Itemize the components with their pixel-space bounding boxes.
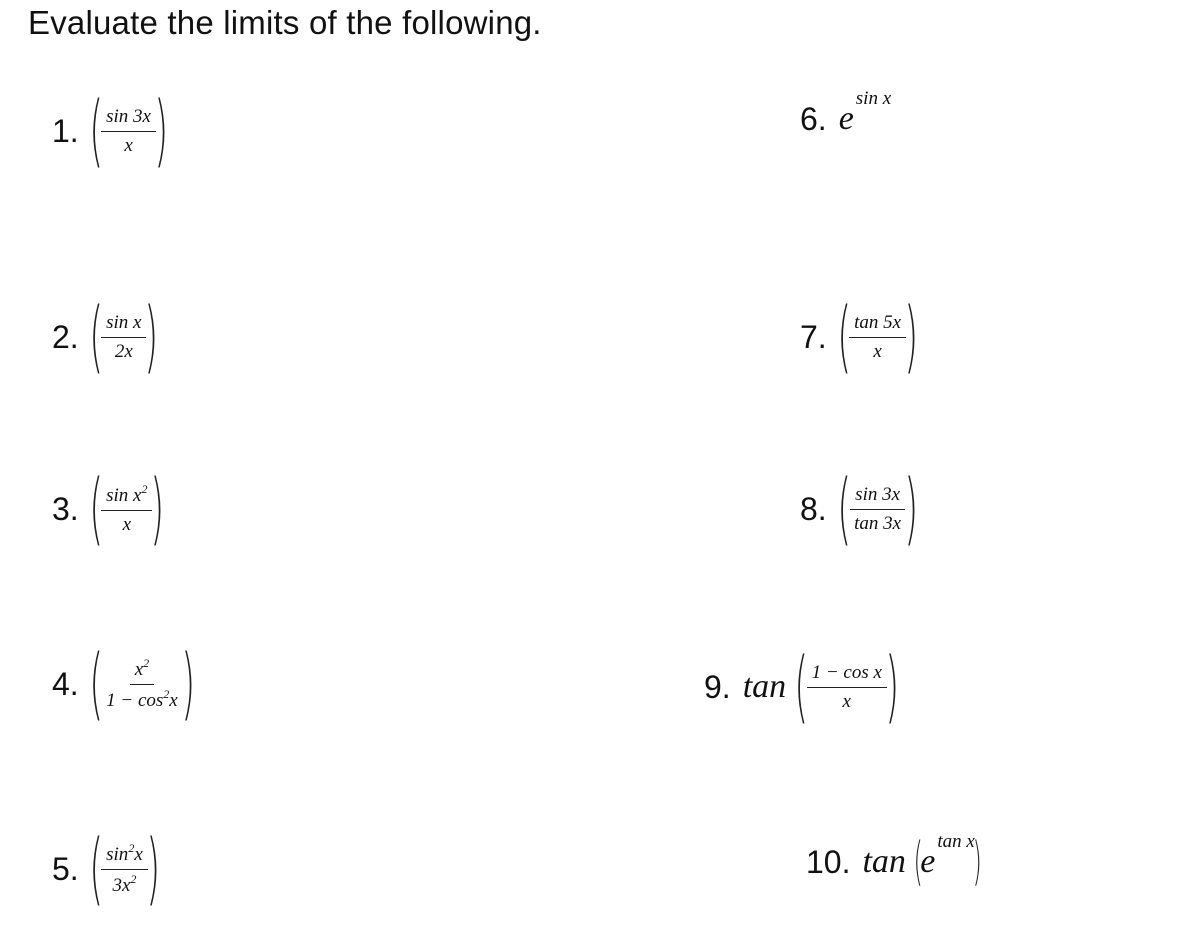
denominator: x	[842, 690, 851, 712]
numerator-text: sin x	[106, 484, 142, 506]
numerator: sin 3x	[101, 106, 156, 132]
problem-number: 4.	[52, 665, 79, 702]
left-paren: (	[837, 464, 851, 554]
numerator: sin 3x	[850, 484, 905, 510]
superscript: 2	[128, 840, 135, 855]
numerator	[130, 657, 154, 685]
denominator: 2x	[114, 340, 133, 362]
numerator: sin x	[101, 312, 146, 338]
problem-number: 6.	[800, 100, 827, 137]
denominator: tan 3x	[854, 512, 902, 534]
denominator: x	[122, 513, 132, 535]
problem-10	[806, 831, 982, 892]
right-paren: )	[146, 824, 160, 914]
problem-6	[800, 88, 892, 138]
fraction	[101, 312, 146, 363]
exp-base: e	[920, 843, 936, 880]
exponent: tan x	[937, 831, 975, 852]
problem-number: 9.	[704, 668, 731, 705]
problem-2	[52, 292, 159, 382]
denominator-text-b: x	[169, 689, 178, 711]
denominator	[107, 870, 141, 897]
right-paren: )	[904, 292, 919, 382]
right-paren: )	[144, 292, 159, 382]
superscript: 2	[143, 655, 150, 670]
superscript: 2	[130, 871, 137, 886]
numerator: tan 5x	[849, 312, 906, 338]
fraction	[101, 106, 156, 157]
problem-8	[800, 464, 919, 554]
left-paren: (	[89, 464, 103, 554]
problem-number: 7.	[800, 318, 827, 355]
exponent: sin x	[855, 88, 892, 109]
function-name: tan	[862, 843, 906, 880]
fraction	[101, 842, 148, 897]
right-paren: )	[150, 464, 165, 554]
right-paren: )	[904, 464, 919, 554]
numerator	[101, 483, 152, 511]
problem-4	[52, 639, 195, 729]
superscript: 2	[141, 481, 148, 496]
numerator: 1 − cos x	[807, 662, 887, 688]
denominator: x	[873, 340, 882, 362]
left-paren: (	[837, 292, 851, 382]
right-paren: )	[154, 86, 169, 176]
numerator-text-b: x	[134, 843, 143, 865]
right-paren: )	[181, 639, 195, 729]
page-title: Evaluate the limits of the following.	[28, 4, 542, 41]
left-paren: (	[913, 832, 923, 892]
left-paren: (	[89, 292, 103, 382]
problem-7	[800, 292, 919, 382]
problem-number: 8.	[800, 490, 827, 527]
fraction	[807, 662, 887, 713]
denominator-text: 3x	[112, 874, 131, 896]
numerator-text: x	[134, 658, 144, 680]
problem-3	[52, 464, 165, 554]
problem-9	[704, 642, 899, 732]
numerator-text-a: sin	[106, 843, 129, 865]
problem-number: 1.	[52, 112, 79, 149]
function-name: tan	[742, 668, 787, 705]
denominator-text-a: 1 − cos	[106, 689, 164, 711]
problem-number: 3.	[52, 490, 79, 527]
left-paren: (	[794, 642, 809, 732]
problem-5	[52, 824, 160, 914]
exp-base: e	[838, 100, 854, 137]
problem-number: 5.	[52, 850, 79, 887]
problem-1	[52, 86, 169, 176]
problem-number: 2.	[52, 318, 79, 355]
superscript: 2	[163, 686, 170, 701]
left-paren: (	[89, 86, 103, 176]
fraction	[849, 312, 906, 363]
fraction	[849, 484, 906, 535]
numerator	[101, 842, 148, 870]
fraction	[101, 657, 183, 712]
right-paren: )	[885, 642, 899, 732]
denominator: x	[124, 134, 133, 156]
left-paren: (	[89, 824, 103, 914]
left-paren: (	[89, 639, 103, 729]
problem-number: 10.	[806, 843, 851, 880]
right-paren: )	[972, 832, 982, 892]
fraction	[101, 483, 152, 536]
denominator	[101, 685, 183, 712]
